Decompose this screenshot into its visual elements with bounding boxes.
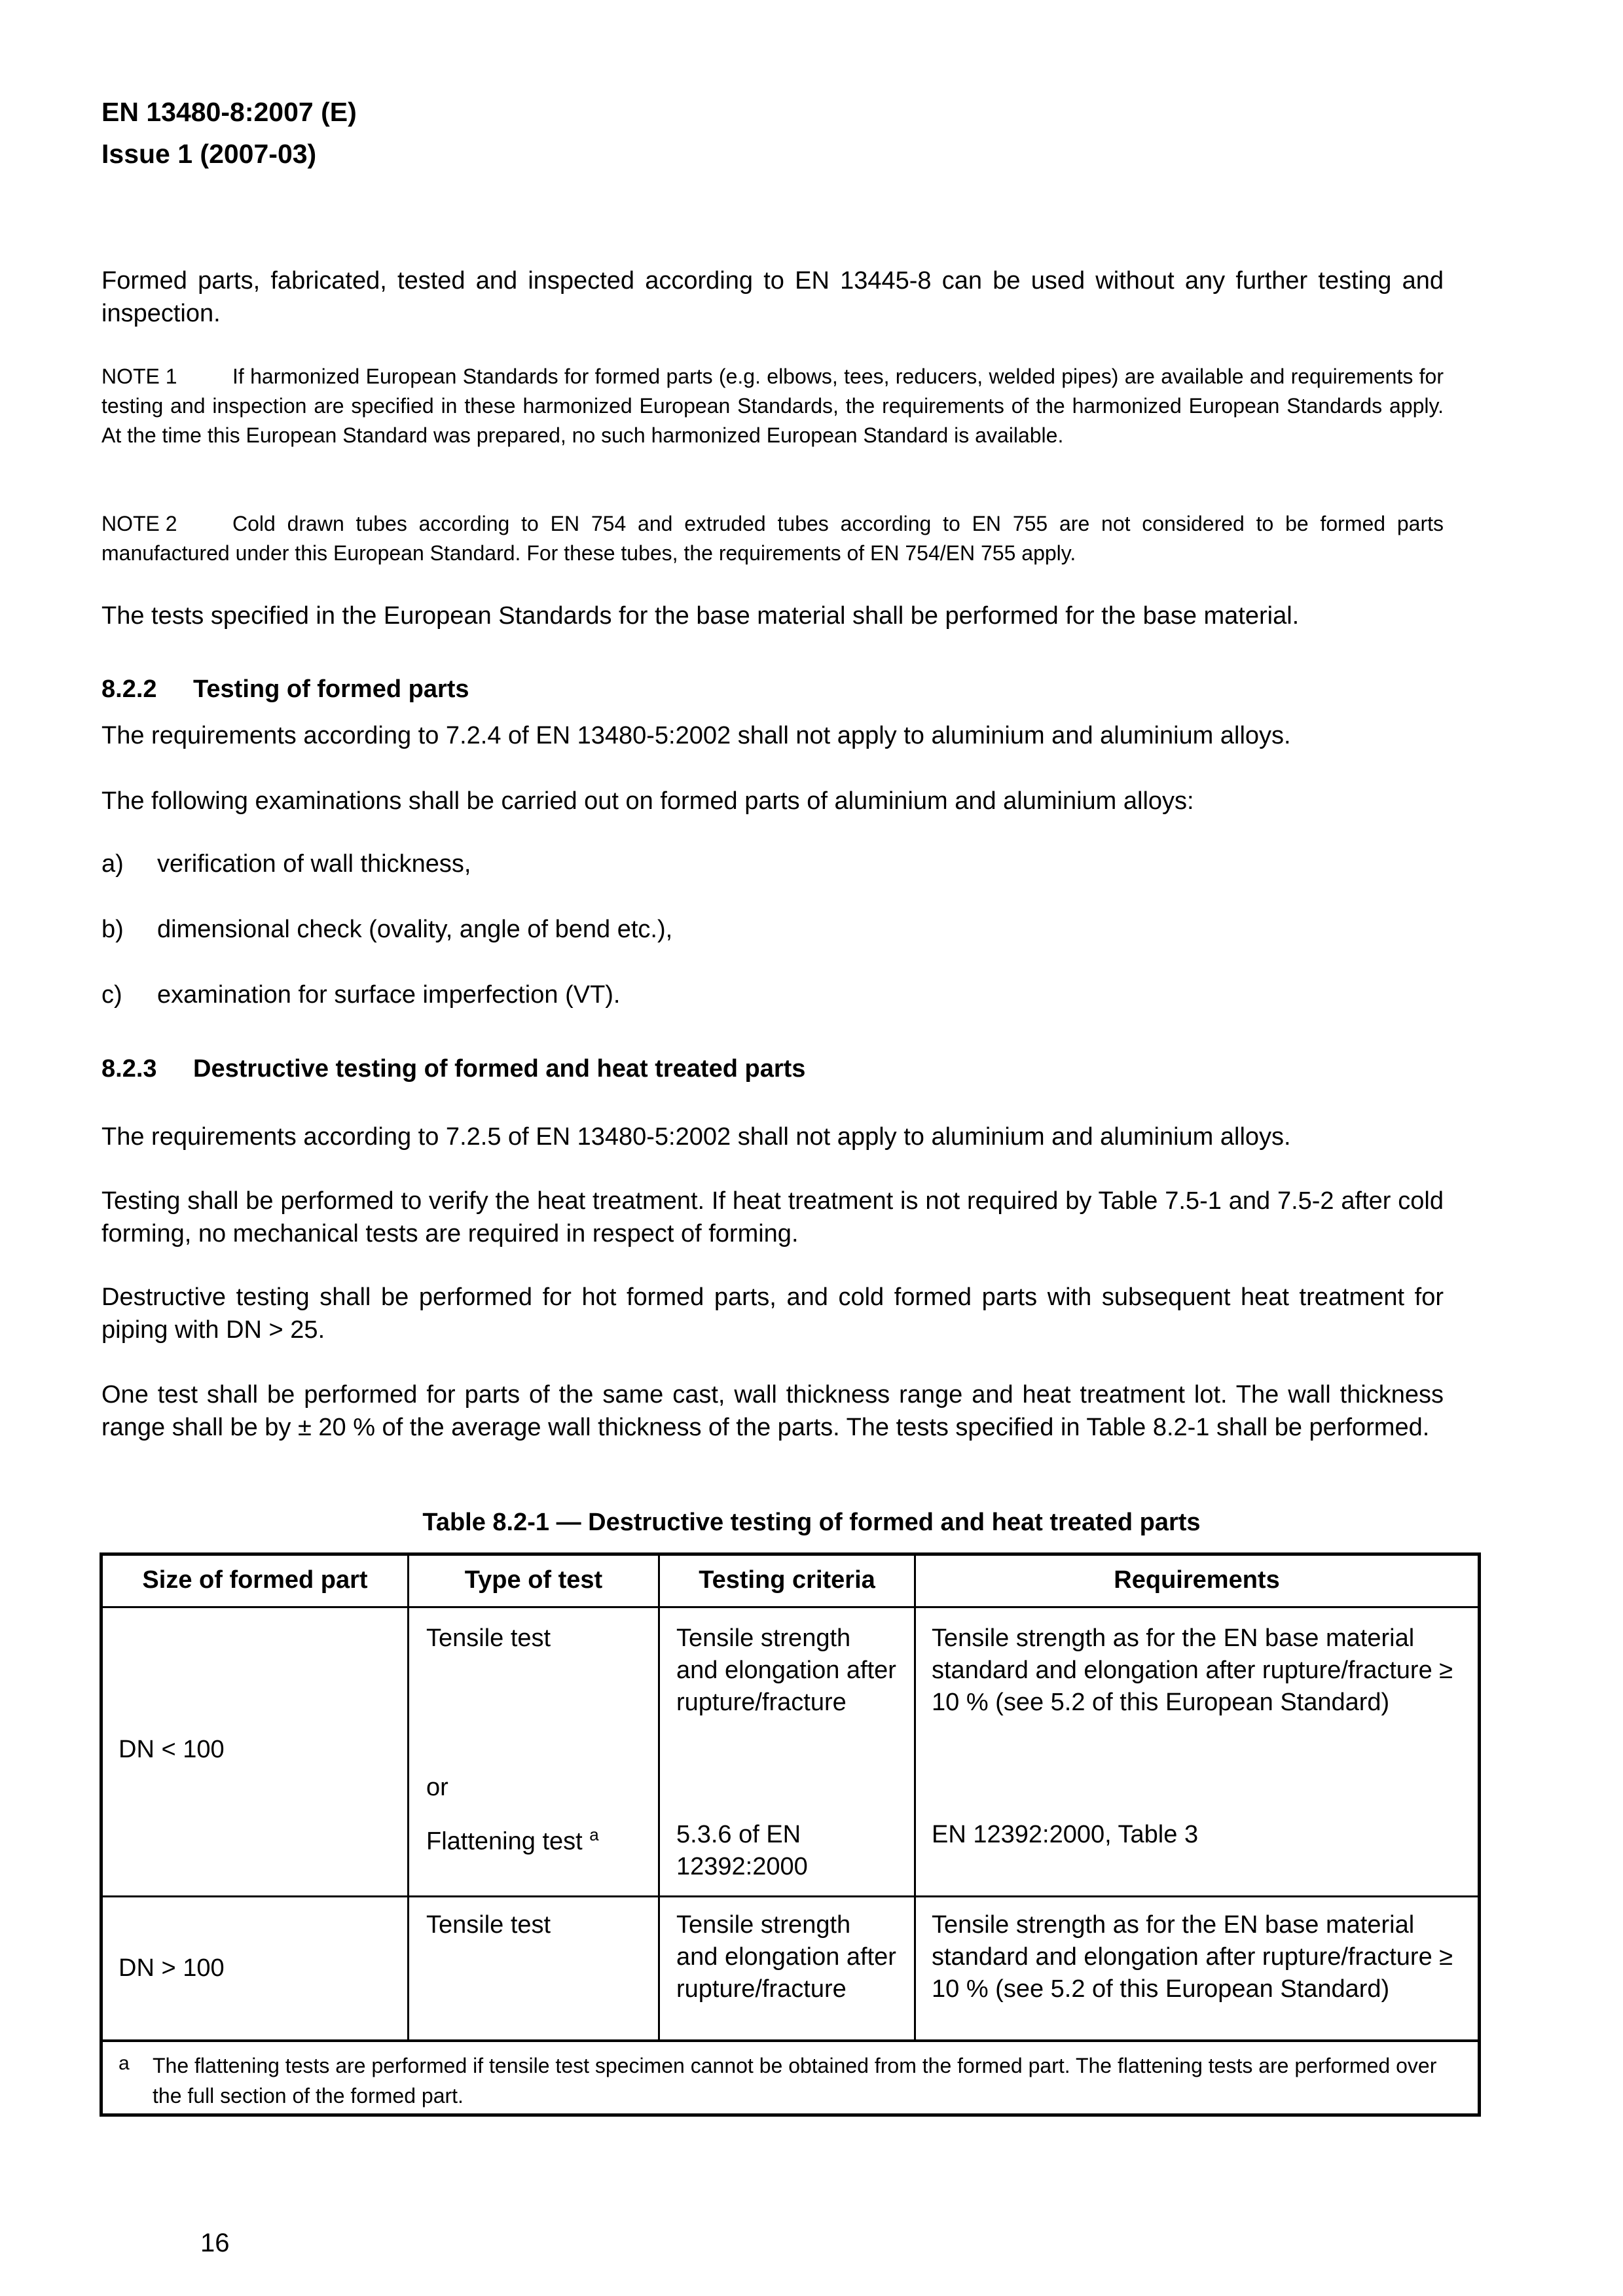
list-item-marker: c) xyxy=(101,981,122,1009)
issue-label: Issue 1 (2007-03) xyxy=(101,139,317,169)
note-1-text: If harmonized European Standards for formed parts (e.g. elbows, tees, reducers, welded pipes) are available and requirements for testing and inspection are specified in these harmonized European Standards, the requirements of the harmonized European Standards apply. At the time this European Standard was prepared, no such harmonized European Standard is available. xyxy=(101,365,1444,447)
section-823-number: 8.2.3 xyxy=(101,1055,157,1083)
cell-criteria-flattening: 5.3.6 of EN 12392:2000 xyxy=(676,1821,808,1880)
table-footnote: The flattening tests are performed if tensile test specimen cannot be obtained from the formed part. The flattening tests are performed over the full section of the formed part. xyxy=(153,2054,1437,2108)
section-823-title: Destructive testing of formed and heat treated parts xyxy=(193,1055,806,1083)
list-item xyxy=(101,850,471,878)
cell-tensile-test: Tensile test xyxy=(426,1911,551,1939)
list-item-marker: b) xyxy=(101,916,124,943)
note-2-text: Cold drawn tubes according to EN 754 and extruded tubes according to EN 755 are not considered to be formed parts manufactured under this European Standard. For these tubes, the requirements of EN 754/EN 755 apply. xyxy=(101,512,1444,565)
section-823-paragraph-2: Testing shall be performed to verify the heat treatment. If heat treatment is not required by Table 7.5-1 and 7.5-2 after cold forming, no mechanical tests are required in respect of forming. xyxy=(101,1187,1444,1247)
section-822-paragraph-1: The requirements according to 7.2.4 of EN 13480-5:2002 shall not apply to aluminium and aluminium alloys. xyxy=(101,722,1291,749)
table-rule xyxy=(914,1556,916,2039)
cell-or: or xyxy=(426,1774,448,1801)
paragraph-formed-parts: Formed parts, fabricated, tested and inspected according to EN 13445-8 can be used without any further testing and inspection. xyxy=(101,267,1444,327)
column-header: Type of test xyxy=(464,1566,603,1594)
footnote-ref: a xyxy=(589,1825,599,1844)
cell-flattening-test xyxy=(426,1819,599,1858)
destructive-testing-table xyxy=(100,1552,1481,2117)
cell-criteria-tensile: Tensile strength and elongation after rupture/fracture xyxy=(676,1624,896,1716)
cell-req-tensile: Tensile strength as for the EN base material standard and elongation after rupture/fracture ≥ 10 % (see 5.2 of this European Standard) xyxy=(932,1911,1453,2003)
column-header: Size of formed part xyxy=(142,1566,368,1594)
footnote-marker: a xyxy=(119,2053,130,2074)
cell-tensile-test: Tensile test xyxy=(426,1624,551,1652)
note-1-label: NOTE 1 xyxy=(101,365,177,388)
standard-id: EN 13480-8:2007 (E) xyxy=(101,97,357,127)
flattening-test-label: Flattening test xyxy=(426,1827,583,1856)
list-item-text: examination for surface imperfection (VT). xyxy=(157,981,621,1009)
table-rule xyxy=(103,1895,1478,1897)
cell-size-dn-gt-100: DN > 100 xyxy=(119,1954,225,1982)
cell-criteria-tensile: Tensile strength and elongation after rupture/fracture xyxy=(676,1911,896,2003)
table-rule xyxy=(103,1606,1478,1608)
section-823-paragraph-3: Destructive testing shall be performed for hot formed parts, and cold formed parts with subsequent heat treatment for piping with DN > 25. xyxy=(101,1283,1444,1344)
cell-req-flattening: EN 12392:2000, Table 3 xyxy=(932,1821,1199,1848)
section-822-heading xyxy=(101,675,469,704)
section-822-number: 8.2.2 xyxy=(101,675,157,703)
section-823-paragraph-1: The requirements according to 7.2.5 of EN 13480-5:2002 shall not apply to aluminium and aluminium alloys. xyxy=(101,1123,1291,1151)
list-item xyxy=(101,981,621,1009)
column-header: Requirements xyxy=(1114,1566,1280,1594)
paragraph-base-material: The tests specified in the European Standards for the base material shall be performed for the base material. xyxy=(101,602,1300,630)
table-rule xyxy=(658,1556,660,2039)
table-caption: Table 8.2-1 — Destructive testing of formed and heat treated parts xyxy=(422,1509,1201,1536)
list-item-marker: a) xyxy=(101,850,124,878)
page-number: 16 xyxy=(200,2229,230,2257)
column-header: Testing criteria xyxy=(699,1566,875,1594)
cell-size-dn-le-100: DN < 100 xyxy=(119,1736,225,1763)
section-822-paragraph-2: The following examinations shall be carried out on formed parts of aluminium and aluminium alloys: xyxy=(101,787,1194,815)
list-item-text: dimensional check (ovality, angle of bend etc.), xyxy=(157,916,673,943)
list-item xyxy=(101,916,672,944)
cell-req-tensile: Tensile strength as for the EN base material standard and elongation after rupture/fracture ≥ 10 % (see 5.2 of this European Standard) xyxy=(932,1624,1453,1716)
section-823-heading xyxy=(101,1055,805,1083)
note-2-label: NOTE 2 xyxy=(101,512,177,535)
table-rule xyxy=(103,2039,1478,2042)
note-1 xyxy=(101,362,1444,450)
table-rule xyxy=(407,1556,409,2039)
list-item-text: verification of wall thickness, xyxy=(157,850,471,878)
section-823-paragraph-4: One test shall be performed for parts of the same cast, wall thickness range and heat treatment lot. The wall thickness range shall be by ± 20 % of the average wall thickness of the parts. The tests specified in Table 8.2-1 shall be performed. xyxy=(101,1381,1444,1441)
section-822-title: Testing of formed parts xyxy=(193,675,469,703)
note-2 xyxy=(101,509,1444,568)
